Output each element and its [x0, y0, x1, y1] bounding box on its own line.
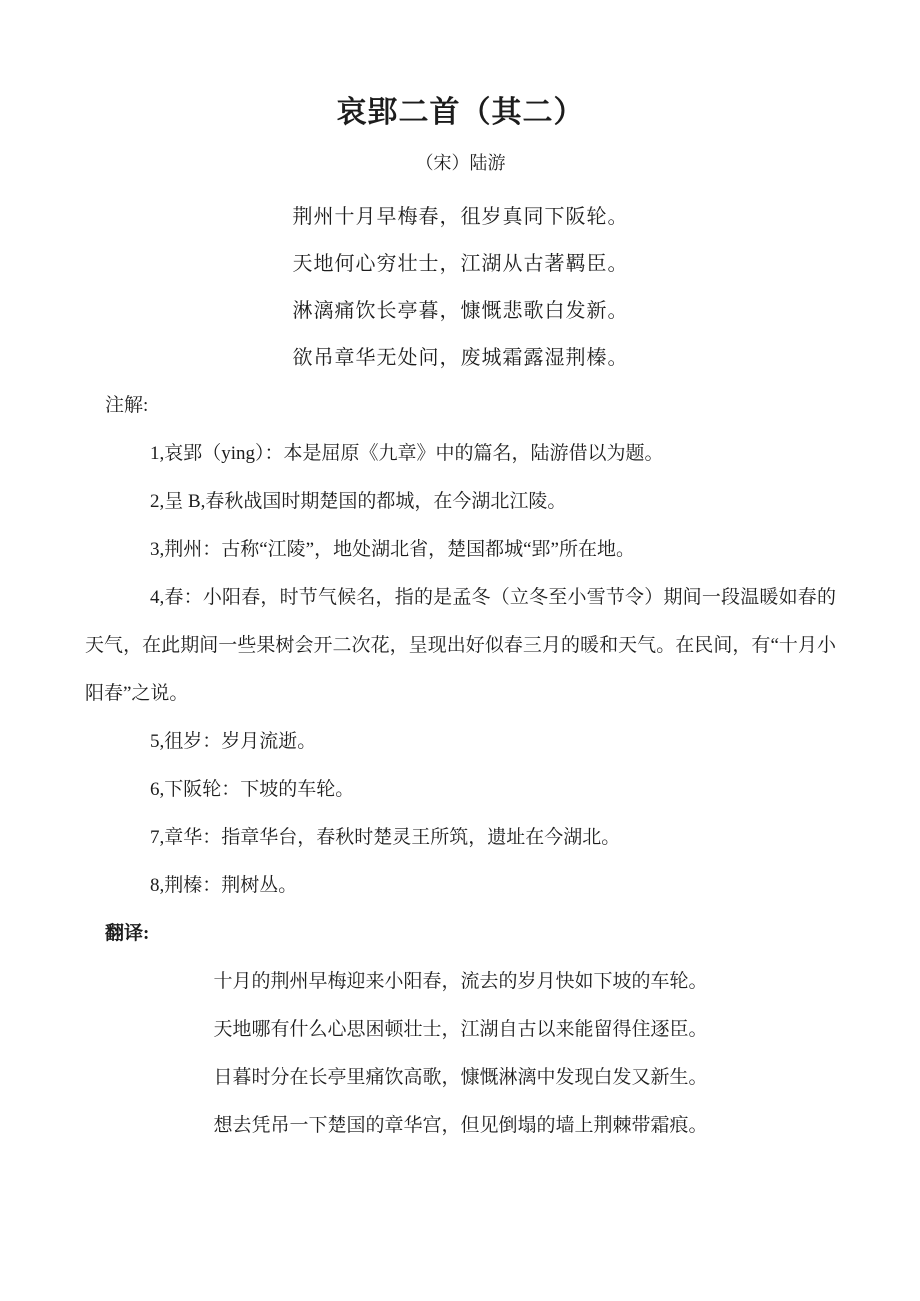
- note-item: 7,章华：指章华台，春秋时楚灵王所筑，遗址在今湖北。: [150, 827, 621, 848]
- translation-line: 日暮时分在长亭里痛饮高歌，慷慨淋漓中发现白发又新生。: [213, 1067, 708, 1088]
- note-item: 6,下阪轮：下坡的车轮。: [150, 779, 355, 800]
- note-item: 5,徂岁：岁月流逝。: [150, 731, 317, 752]
- note-item: 3,荆州：古称“江陵”，地处湖北省，楚国都城“郢”所在地。: [150, 539, 635, 560]
- translation-section: [85, 910, 836, 1150]
- translation-line: 天地哪有什么心思困顿壮士，江湖自古以来能留得住逐臣。: [213, 1019, 708, 1040]
- note-item: 8,荆榛：荆树丛。: [150, 875, 298, 896]
- translation-line: 想去凭吊一下楚国的章华宫，但见倒塌的墙上荆棘带霜痕。: [213, 1115, 708, 1136]
- note-item: 4,春：小阳春，时节气候名，指的是孟冬（立冬至小雪节令）期间一段温暖如春的天气，在此期间一些果树会开二次花，呈现出好似春三月的暖和天气。在民间，有“十月小阳春”之说。: [85, 587, 836, 704]
- author-line: （宋）陆游: [415, 153, 506, 173]
- note-item: 2,呈 B,春秋战国时期楚国的都城，在今湖北江陵。: [150, 491, 567, 512]
- notes-section: [85, 382, 836, 910]
- poem-line: 荆州十月早梅春，徂岁真同下阪轮。: [292, 206, 629, 228]
- poem-line: 欲吊章华无处问，废城霜露湿荆榛。: [292, 347, 629, 369]
- notes-label: 注解:: [105, 395, 149, 416]
- translation-line: 十月的荆州早梅迎来小阳春，流去的岁月快如下坡的车轮。: [213, 971, 708, 992]
- poem-line: 天地何心穷壮士，江湖从古著羁臣。: [292, 253, 629, 275]
- translation-label: 翻译:: [105, 923, 150, 944]
- poem-block: [85, 194, 836, 382]
- page-title: 哀郢二首（其二）: [336, 96, 585, 129]
- poem-line: 淋漓痛饮长亭暮，慷慨悲歌白发新。: [292, 300, 629, 322]
- note-item: 1,哀郢（ying）：本是屈原《九章》中的篇名，陆游借以为题。: [150, 443, 664, 464]
